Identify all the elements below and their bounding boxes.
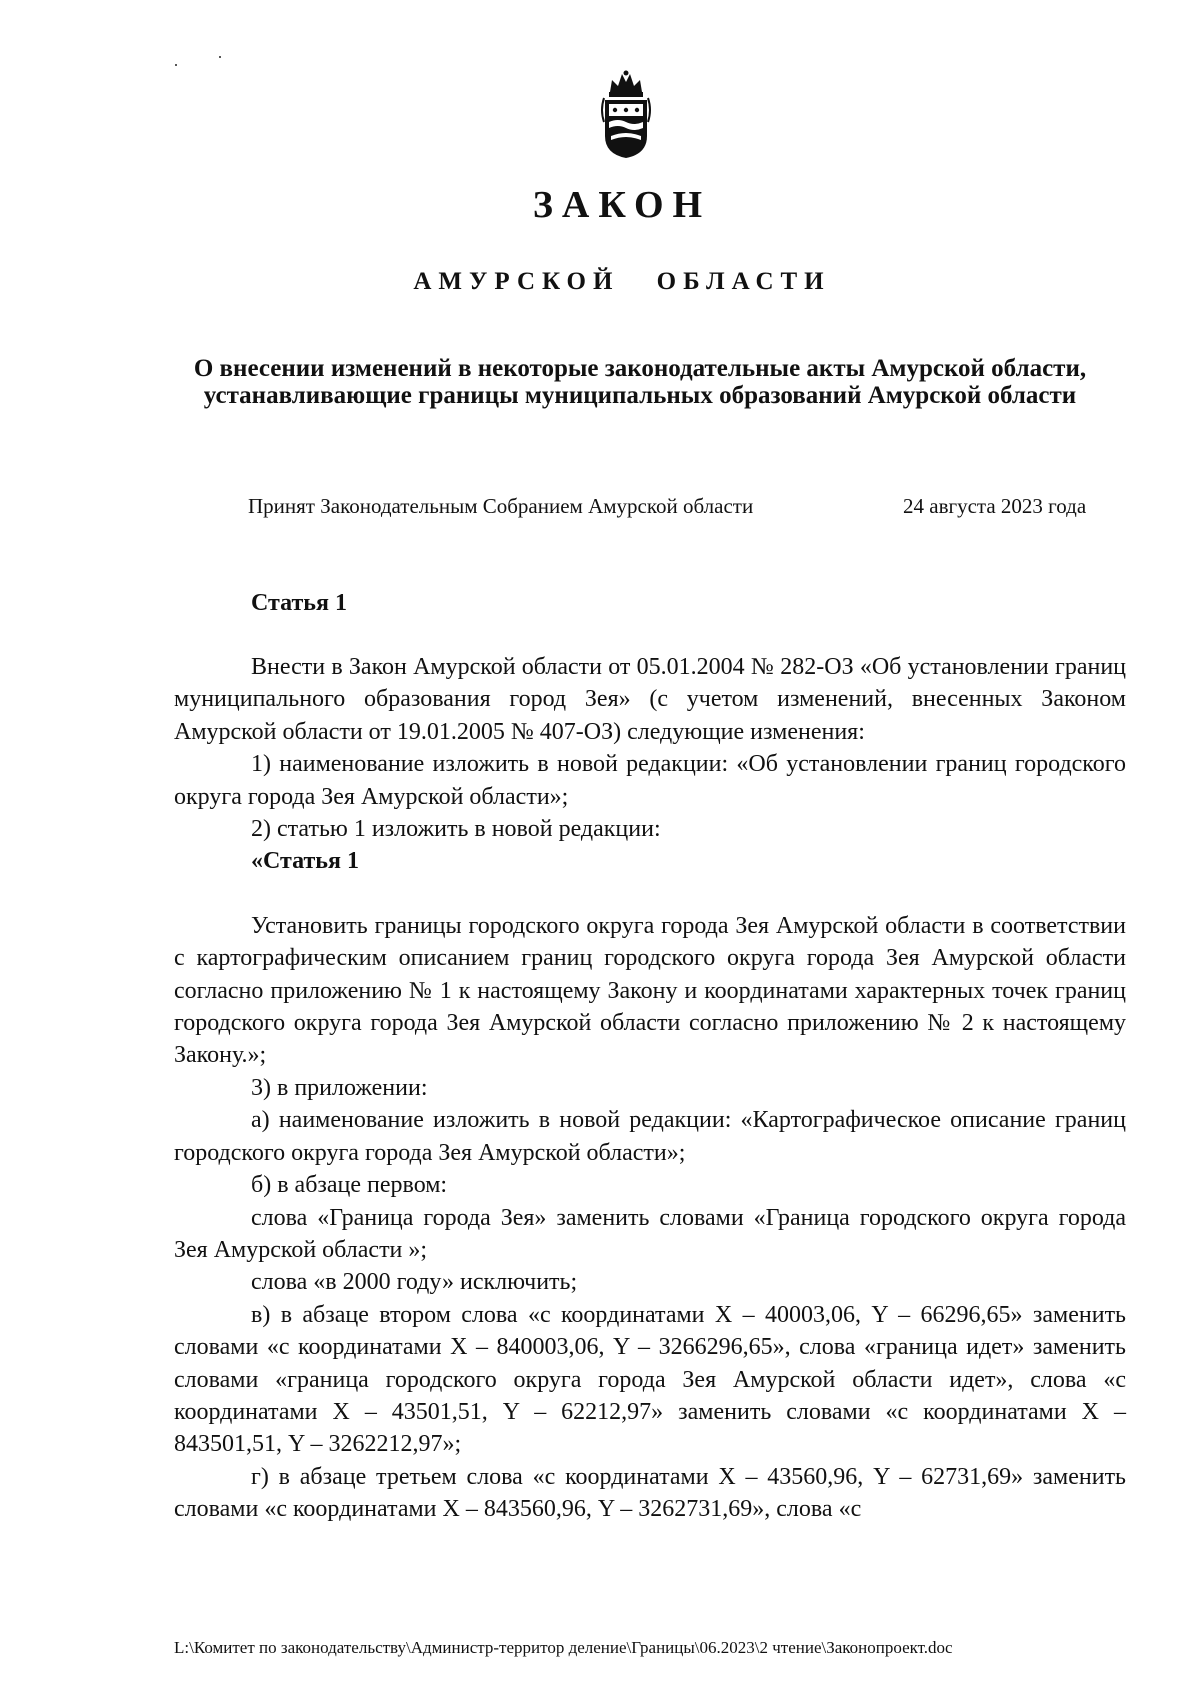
paragraph: 1) наименование изложить в новой редакции: «Об установлении границ городского округа города Зея Амурской области»;: [174, 751, 1126, 810]
paragraph: Установить границы городского округа города Зея Амурской области в соответствии с картографическим описанием границ городского округа города Зея Амурской области согласно приложению № 1 к настоящему Закону и координатами характерных точек границ городского округа города Зея Амурской области согласно приложению № 2 к настоящему Закону.»;: [174, 912, 1126, 1069]
document-title: ЗАКОН: [532, 184, 712, 226]
paragraph: Внести в Закон Амурской области от 05.01.2004 № 282-ОЗ «Об установлении границ муниципального образования город Зея» (с учетом изменений, внесенных Законом Амурской области от 19.01.2005 № 407-ОЗ) следующие изменения:: [174, 654, 1126, 745]
scan-speck: [219, 56, 221, 58]
scan-speck: [175, 64, 177, 66]
quoted-article-heading: «Статья 1: [251, 848, 359, 875]
law-heading: О внесении изменений в некоторые законодательные акты Амурской области, устанавливающие границы муниципальных образований Амурской области: [193, 355, 1087, 409]
paragraph: г) в абзаце третьем слова «с координатами Х – 43560,96, Y – 62731,69» заменить словами «с координатами Х – 843560,96, Y – 3262731,69», слова «с: [174, 1463, 1126, 1523]
paragraph: слова «Граница города Зея» заменить словами «Граница городского округа города Зея Амурской области »;: [174, 1204, 1126, 1263]
paragraph: б) в абзаце первом:: [251, 1172, 448, 1199]
paragraph: а) наименование изложить в новой редакции: «Картографическое описание границ городского округа города Зея Амурской области»;: [174, 1107, 1126, 1166]
adopted-date: 24 августа 2023 года: [903, 494, 1087, 518]
article-heading: Статья 1: [251, 590, 347, 616]
spacer: [174, 878, 1126, 910]
paragraph: 3) в приложении:: [251, 1074, 428, 1101]
paragraph: слова «в 2000 году» исключить;: [251, 1269, 578, 1296]
paragraph: в) в абзаце втором слова «с координатами Х – 40003,06, Y – 66296,65» заменить словами «с координатами Х – 840003,06, Y – 3266296,65», слова «граница идет» заменить словами «граница городского округа города Зея Амурской области идет», слова «с координатами Х – 43501,51, Y – 62212,97» заменить словами «с координатами Х – 843501,51, Y – 3262212,97»;: [174, 1301, 1126, 1458]
document-body: [174, 651, 1126, 1526]
adopted-by: Принят Законодательным Собранием Амурской области: [248, 494, 754, 518]
paragraph: 2) статью 1 изложить в новой редакции:: [251, 816, 661, 843]
footer-file-path: L:\Комитет по законодательству\Администр-территор деление\Границы\06.2023\2 чтение\Законопроект.doc: [174, 1638, 953, 1657]
document-region: АМУРСКОЙ ОБЛАСТИ: [413, 268, 831, 295]
coat-of-arms-emblem: [598, 70, 654, 160]
